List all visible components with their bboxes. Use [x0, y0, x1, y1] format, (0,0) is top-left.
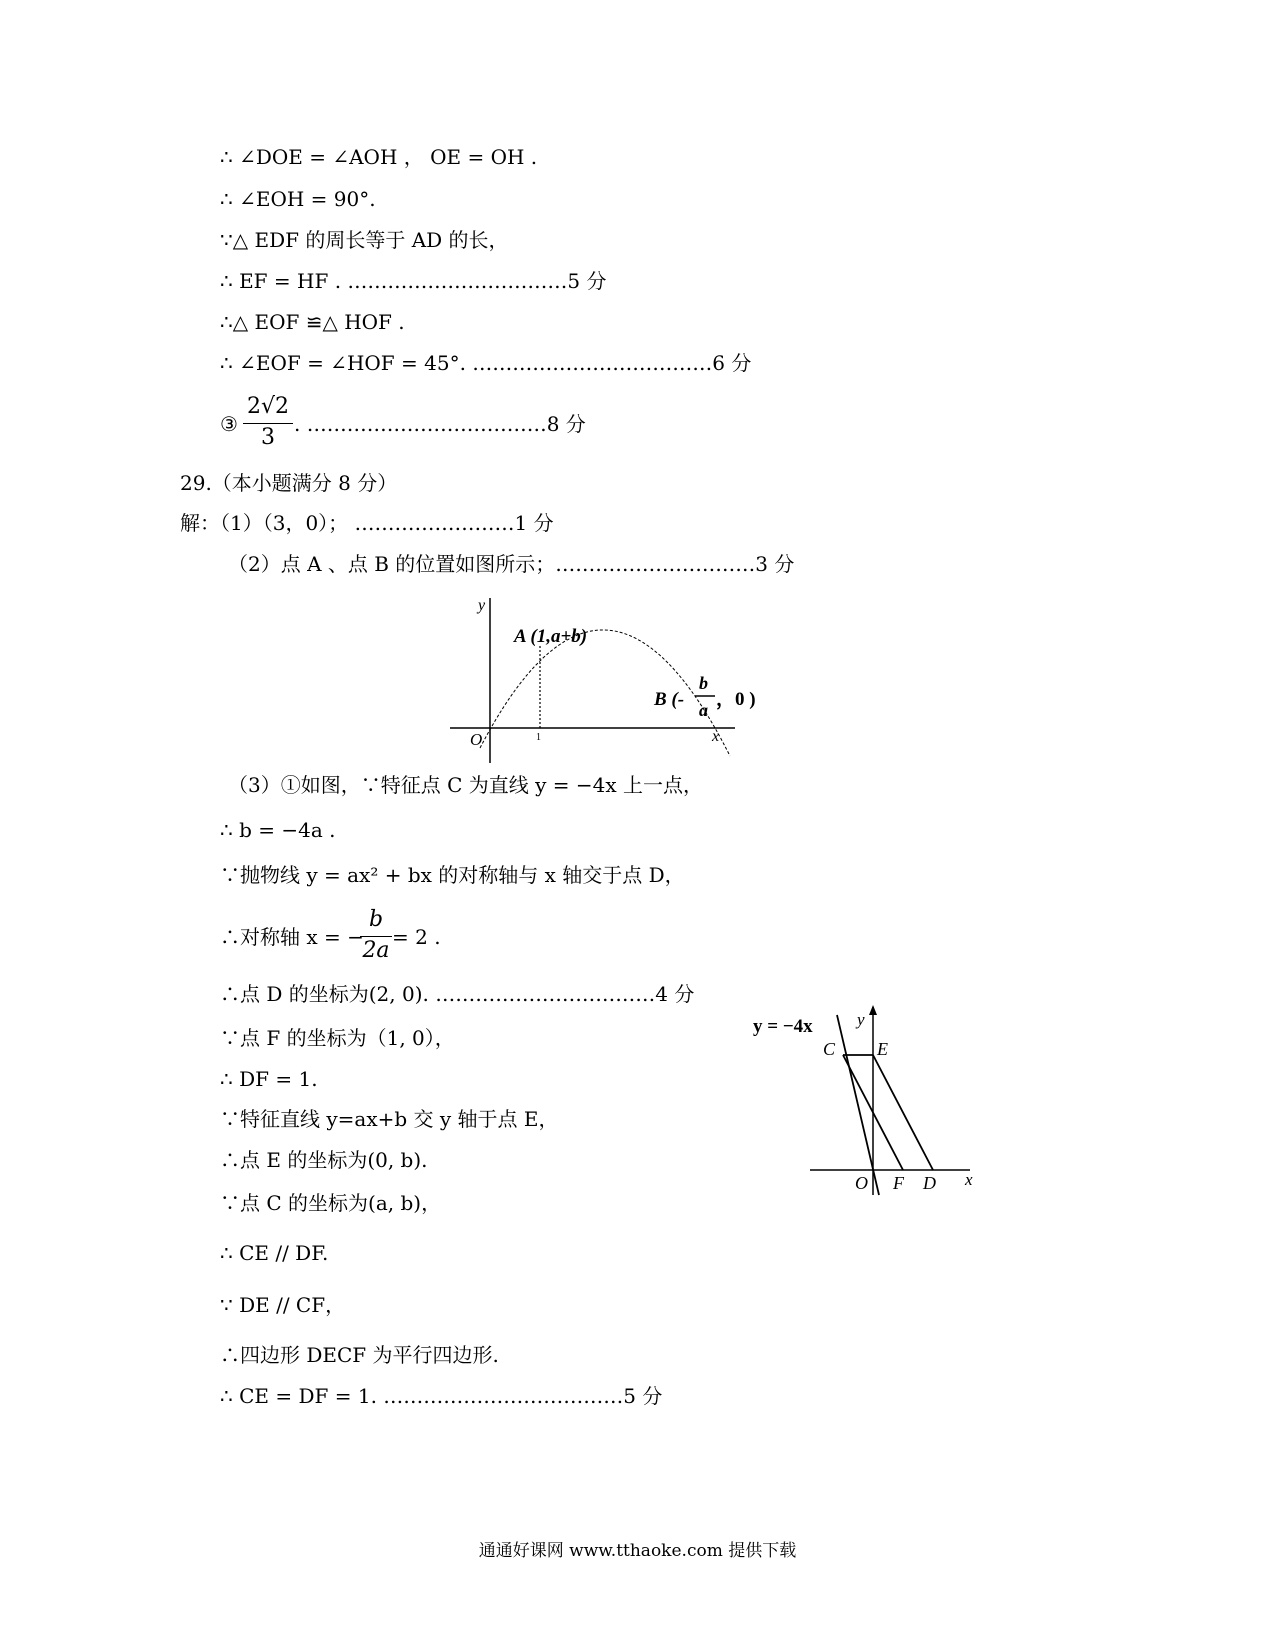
segment-ed — [873, 1055, 933, 1170]
parabola-curve — [480, 630, 730, 756]
text-line-7: . ………………………………8 分 — [294, 412, 586, 436]
question-heading: 29.（本小题满分 8 分） — [180, 471, 398, 495]
point-a-label: A (1,a+b) — [514, 626, 588, 647]
parallelogram-figure — [745, 1005, 985, 1200]
text-line-axis-prefix: ∴对称轴 x = − — [220, 925, 364, 949]
fraction-bar — [243, 423, 293, 424]
text-line-3: ∵△ EDF 的周长等于 AD 的长， — [220, 228, 509, 252]
origin-label: O — [470, 730, 483, 749]
text-line-parallelogram: ∴四边形 DECF 为平行四边形. — [220, 1343, 499, 1367]
text-line-2: ∴ ∠EOH = 90°. — [220, 187, 376, 211]
point-b-prefix: B (- — [654, 689, 685, 710]
text-line-axis-suffix: = 2 . — [392, 925, 441, 949]
text-line-e-coord: ∴点 E 的坐标为(0, b). — [220, 1148, 428, 1172]
text-line-d-coord: ∴点 D 的坐标为(2, 0). ……………………………4 分 — [220, 982, 695, 1006]
origin-label: O — [855, 1173, 868, 1193]
point-b-denominator: a — [699, 700, 708, 720]
y-axis-arrow — [869, 1005, 877, 1015]
fraction-bar — [360, 936, 392, 937]
text-line-df: ∴ DF = 1. — [220, 1067, 318, 1091]
fraction-two-root-two-over-three — [243, 394, 293, 454]
text-line-ce-eq-df: ∴ CE = DF = 1. ………………………………5 分 — [220, 1384, 663, 1408]
line-equation-label: y = −4x — [753, 1016, 813, 1037]
text-line-b-eq: ∴ b = −4a . — [220, 818, 336, 842]
text-line-5: ∴△ EOF ≌△ HOF . — [220, 310, 405, 334]
x-axis-label: x — [965, 1170, 973, 1189]
text-line-feature-line: ∵特征直线 y=ax+b 交 y 轴于点 E， — [220, 1107, 559, 1131]
tick-label-1: 1 — [536, 732, 541, 743]
page-footer: 通通好课网 www.tthaoke.com 提供下载 — [478, 1541, 797, 1561]
x-axis-label: x — [712, 728, 720, 745]
text-line-6: ∴ ∠EOF = ∠HOF = 45°. ………………………………6 分 — [220, 351, 752, 375]
circled-three: ③ — [220, 412, 238, 436]
point-b-numerator: b — [699, 673, 708, 693]
text-line-c-coord: ∵点 C 的坐标为(a, b)， — [220, 1191, 442, 1215]
answer-part-2: （2）点 A 、点 B 的位置如图所示；…………………………3 分 — [228, 552, 795, 576]
text-line-parabola: ∵抛物线 y = ax² + bx 的对称轴与 x 轴交于点 D， — [220, 863, 685, 887]
answer-part-1: 解：（1）（3，0）； ……………………1 分 — [180, 511, 554, 535]
point-d-label: D — [923, 1173, 936, 1193]
fraction-denominator: 3 — [261, 425, 275, 450]
fraction-numerator: 2√2 — [246, 394, 289, 419]
text-line-1: ∴ ∠DOE = ∠AOH ， OE = OH . — [220, 145, 538, 169]
point-f-label: F — [893, 1173, 904, 1193]
point-e-label: E — [877, 1039, 888, 1059]
text-line-f-coord: ∵点 F 的坐标为（1, 0）， — [220, 1026, 455, 1050]
fraction-b-over-2a — [360, 907, 392, 967]
point-c-label: C — [823, 1039, 836, 1059]
text-line-ce-parallel: ∴ CE // DF. — [220, 1241, 329, 1265]
fraction-numerator: b — [368, 907, 384, 932]
fraction-denominator: 2a — [362, 938, 390, 963]
text-line-de-parallel: ∵ DE // CF， — [220, 1293, 346, 1317]
y-axis-label: y — [857, 1010, 865, 1029]
answer-part-3: （3）①如图，∵特征点 C 为直线 y = −4x 上一点， — [228, 773, 703, 797]
text-line-4: ∴ EF = HF . ……………………………5 分 — [220, 269, 607, 293]
point-b-suffix: ，0 ) — [716, 689, 756, 710]
y-axis-label: y — [478, 597, 486, 614]
parabola-figure — [440, 588, 780, 768]
